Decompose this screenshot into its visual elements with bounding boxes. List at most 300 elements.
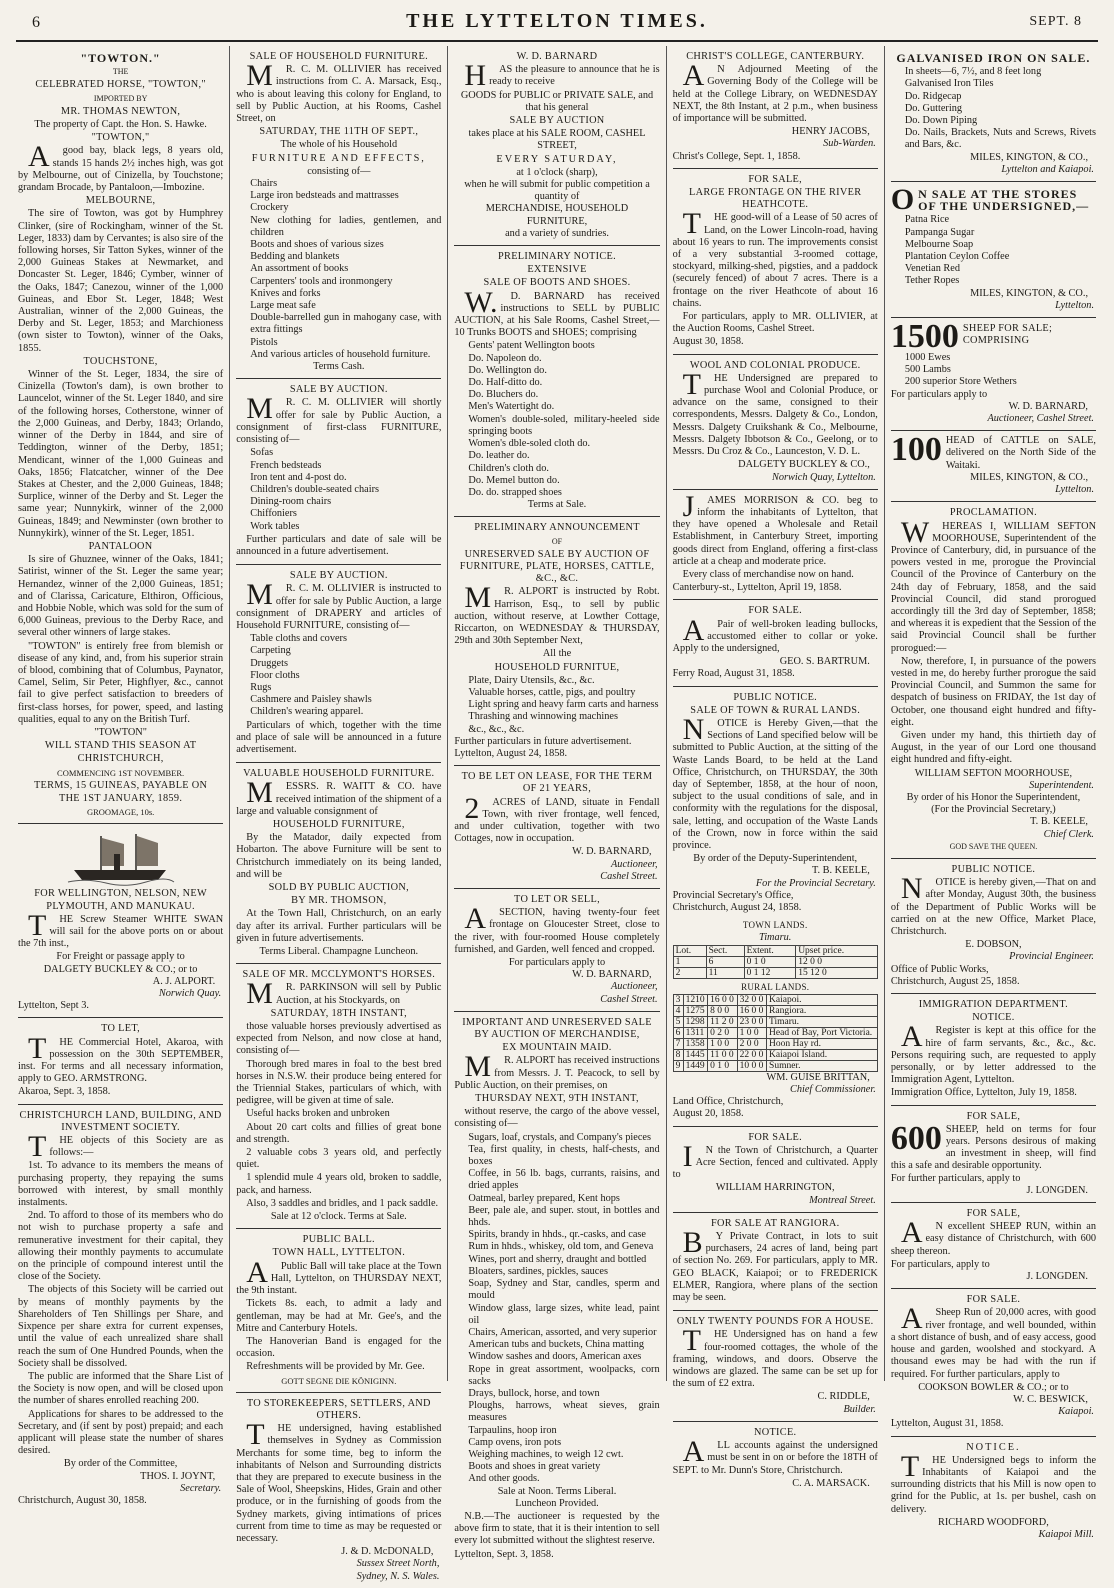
alport-hh: HOUSEHOLD FURNITUE, bbox=[494, 661, 620, 673]
mill-sig2: Kaiapoi Mill. bbox=[1038, 1528, 1095, 1540]
ad-storekeepers bbox=[236, 1393, 441, 1588]
house-text: THE Undersigned has on hand a few four-roomed cottages, the whole of the framing, windows, and doors. Observe the windows are glazed. The same can be set up for the sum of £2 extra. bbox=[672, 1324, 878, 1390]
issue-date: SEPT. 8 bbox=[1029, 14, 1082, 29]
stores-head: ON SALE AT THE STORES OF THE UNDERSIGNED,— bbox=[890, 183, 1090, 217]
ad-boots bbox=[454, 246, 659, 517]
boots-head3: SALE OF BOOTS AND SHOES. bbox=[483, 277, 631, 289]
works-head: PUBLIC NOTICE. bbox=[951, 863, 1036, 875]
sale2-item: Sofas bbox=[250, 447, 274, 459]
wool-text: THE Undersigned are prepared to purchase Wool and Colonial Produce, or advance on the same, consigned to their correspondents, Messrs. Dalgety & Co., London, Messrs. Dalgety Cruikshank & Co., Melbourne, Messrs. Dalgety Ibbotson & Co., Geelong, or to Messrs. Du Croz & Co., Launceston, V. D. L. bbox=[672, 367, 878, 458]
river-text2: For particulars, apply to MR. OLLIVIER, at the Auction Rooms, Cashel Street. bbox=[672, 311, 878, 335]
sale1-whole: The whole of his Household bbox=[280, 139, 398, 151]
rangiora-head: FOR SALE AT RANGIORA. bbox=[710, 1217, 840, 1229]
town-lands-table bbox=[673, 945, 878, 979]
sheep600-text2: For further particulars, apply to bbox=[890, 1172, 1021, 1184]
horses-head: SALE OF MR. MCCLYMONT'S HORSES. bbox=[242, 969, 436, 981]
masthead bbox=[16, 0, 1098, 42]
table-header: Extent. bbox=[744, 945, 796, 956]
maid-date2: Lyttelton, Sept. 3, 1858. bbox=[454, 1548, 554, 1560]
sheep-sig2: Auctioneer, Cashel Street. bbox=[987, 413, 1095, 425]
rural-office: Land Office, Christchurch, bbox=[672, 1096, 784, 1108]
sale2-item: Iron tent and 4-post do. bbox=[250, 471, 347, 483]
table-header: Upset price. bbox=[796, 945, 878, 956]
sell-text: ASECTION, having twenty-four feet frontage on Gloucester Street, close to the river, with four-roomed House completely furnished, and Garden, well fenced and cropped. bbox=[454, 902, 660, 955]
towton-desc: Agood bay, black legs, 8 years old, stands 15 hands 2½ inches high, was got by Melbourne, out of Cinizella, by Touchstone; grandam Brocade, by Pantaloon,—Imbozine. bbox=[18, 140, 224, 194]
sale3-item: Table cloths and covers bbox=[250, 633, 347, 645]
procl-text2: Now, therefore, I, in pursuance of the powers vested in me, do hereby further prorogue the said Provincial Council, and Summon the same for despatch of business on FRIDAY, the 1st day of October, one thousand eight hundred and fifty-eight. bbox=[890, 655, 1097, 728]
sale2-item: Work tables bbox=[250, 520, 300, 532]
run-text: AN excellent SHEEP RUN, within an easy distance of Christchurch, with 600 sheep thereon. bbox=[890, 1216, 1097, 1257]
towton-free: "TOWTON" is entirely free from blemish or disease of any kind, and, from his superior strain of blood, combining that of Columbus, Paynator, Camel, Selim, Sir Peter, Highflyer, &c., cannot fail to give perfect satisfaction to breeders of first-class horses, for power, speed, and lasting qualities, equal to any on the British Turf. bbox=[18, 640, 224, 725]
ship-icon bbox=[66, 830, 176, 886]
maid-sale: Sale at Noon. Terms Liberal. bbox=[497, 1485, 617, 1497]
sale2-head: SALE BY AUCTION. bbox=[289, 384, 388, 396]
barnard-sundries: and a variety of sundries. bbox=[505, 227, 609, 239]
ad-bullocks bbox=[673, 600, 878, 686]
waitt-hh: HOUSEHOLD FURNITURE, bbox=[272, 818, 405, 830]
horses-1: Thorough bred mares in foal to the best bred horses in N.S.W. their produce being entered for the Triennial Stakes, particulars of which, with pedigree, will be given at time of sale. bbox=[236, 1058, 442, 1107]
lands-head: PUBLIC NOTICE. bbox=[733, 691, 818, 703]
procl-god: GOD SAVE THE QUEEN. bbox=[949, 841, 1038, 851]
ad-public-works bbox=[891, 859, 1096, 994]
sheep-head: SHEEP FOR SALE; COMPRISING bbox=[962, 323, 1053, 347]
lease-head: TO BE LET ON LEASE, FOR THE TERM OF 21 YEARS, bbox=[461, 771, 653, 795]
lands-office: Provincial Secretary's Office, bbox=[672, 889, 794, 901]
maid-item: Coffee, in 56 lb. bags, currants, raisins, and dried apples bbox=[468, 1168, 660, 1192]
barnard-goods: MERCHANDISE, HOUSEHOLD FURNITURE, bbox=[485, 203, 629, 227]
boots-text: W.D. BARNARD has received instructions to SELL by PUBLIC AUCTION, at his Sale Rooms, Cashel Street,—10 Trunks BOOTS and SHOES; comprising bbox=[454, 285, 660, 339]
store-sig: J. & D. McDONALD, bbox=[341, 1546, 434, 1558]
maid-item: Rum in hhds., whiskey, old tom, and Geneva bbox=[468, 1241, 654, 1253]
lands-by: By order of the Deputy-Superintendent, bbox=[693, 853, 858, 865]
works-office: Office of Public Works, bbox=[890, 963, 989, 975]
lands-date: Christchurch, August 24, 1858. bbox=[672, 902, 802, 913]
boots-item: Gents' patent Wellington boots bbox=[468, 340, 595, 352]
house-head: ONLY TWENTY POUNDS FOR A HOUSE. bbox=[676, 1316, 874, 1328]
sheep-apply: For particulars apply to bbox=[890, 388, 988, 400]
ad-ball bbox=[236, 1229, 441, 1392]
ad-steamer bbox=[18, 824, 223, 1018]
touchstone-head: TOUCHSTONE, bbox=[83, 355, 158, 367]
store-head: TO STOREKEEPERS, SETTLERS, AND OTHERS. bbox=[246, 1397, 431, 1421]
immig-text: ARegister is kept at this office for the hire of farm servants, &c., &c., &c. Persons requiring such, are requested to apply personally, or by letter addressed to the Immigration Agent, Lyttelton. bbox=[890, 1020, 1097, 1086]
rural-sig2: Chief Commissioner. bbox=[789, 1084, 876, 1096]
lease-sig3: Cashel Street. bbox=[600, 870, 658, 882]
ball-head2: TOWN HALL, LYTTELTON. bbox=[272, 1247, 406, 1259]
boots-item: Do. leather do. bbox=[468, 450, 530, 462]
sale1-item: An assortment of books bbox=[250, 263, 349, 275]
pantaloon-head: PANTALOON bbox=[88, 540, 153, 552]
lease-sig: W. D. BARNARD, bbox=[572, 846, 652, 858]
newspaper-title: THE LYTTELTON TIMES. bbox=[406, 10, 708, 32]
lease-sig2: Auctioneer, bbox=[611, 858, 658, 870]
waitt-text3: At the Town Hall, Christchurch, on an early day after its arrival. Further particulars will be given in future advertisements. bbox=[236, 908, 442, 944]
ad-sale-auction-2 bbox=[236, 565, 441, 763]
melbourne-text: The sire of Towton, was got by Humphrey Clinker, (sire of Rockingham, winner of the St. Leger, 1833) dam by Cervantes; is also sire of the following horses, Sir Tatton Sykes, winner of the 2,000 Guineas Stakes at Newmarket, and Doncaster St. Leger, 1846; Cymber, winner of the Oaks, 1847; Canezou, winner of the 1,000 Guineas, and Ebor St. Leger, 1848; West Australian, winner of the 2,000 Guineas, the Derby and St. Leger, 1853; and Marchioness (own sister to Towton), winner of the Oaks, 1855. bbox=[18, 208, 224, 354]
sell-sig2: Auctioneer, bbox=[611, 981, 658, 993]
waitt-terms: Terms Liberal. Champagne Luncheon. bbox=[259, 946, 419, 958]
sale1-cons: consisting of— bbox=[307, 165, 371, 177]
sale1-item: Boots and shoes of various sizes bbox=[250, 239, 384, 251]
bullocks-date: Ferry Road, August 31, 1858. bbox=[672, 668, 795, 680]
ad-quarter-acre bbox=[673, 1127, 878, 1213]
maid-item: Drays, bullock, horse, and town bbox=[468, 1387, 600, 1399]
ball-text4: Refreshments will be provided by Mr. Gee. bbox=[246, 1361, 425, 1373]
boots-item: Do. Bluchers do. bbox=[468, 389, 539, 401]
towton-terms2: THE 1ST JANUARY, 1859. bbox=[58, 792, 183, 804]
towton-the: THE bbox=[112, 67, 129, 77]
ad-immigration bbox=[891, 994, 1096, 1106]
notice-head: NOTICE. bbox=[753, 1426, 797, 1438]
store-text: THE undersigned, having established themselves in Sydney as Commission Merchants for some time, beg to inform the inhabitants of Nelson and Surrounding districts that they are prepared to execute business in the Sale of Wool, Sheepskins, Hides, Grain and other produce, or in the furnishing of goods from the Sydney markets, giving intimations of prices current from time to time as may be requested or necessary. bbox=[236, 1418, 442, 1544]
waitt-text2: By the Matador, daily expected from Hobarton. The above Furniture will be sent to Christchurch immediately on its being landed, and will be bbox=[236, 832, 442, 880]
ad-mountain-maid bbox=[454, 1012, 659, 1566]
maid-item: American tubs and buckets, China matting bbox=[468, 1339, 644, 1351]
alport-item: Light spring and heavy farm carts and harness bbox=[468, 699, 659, 711]
sell-head: TO LET OR SELL, bbox=[514, 894, 600, 905]
sale1-date: SATURDAY, THE 11TH OF SEPT., bbox=[259, 126, 419, 138]
maid-head2: EX MOUNTAIN MAID. bbox=[502, 1042, 612, 1054]
run20-text: ASheep Run of 20,000 acres, with good river frontage, and well bounded, within a short distance of bush, and of easy access, good house and garden, woolshed and stockyard. A thousand ewes may be had with the run if required. For further particulars, apply to bbox=[890, 1302, 1097, 1380]
run20-head: FOR SALE. bbox=[966, 1294, 1021, 1306]
sale2-item: Dining-room chairs bbox=[250, 496, 332, 508]
barnard-text4: when he will submit for public competition a quantity of bbox=[464, 179, 650, 203]
stores-item: Tether Ropes bbox=[904, 275, 960, 287]
stores-item: Patna Rice bbox=[904, 214, 950, 226]
sale1-item: Large iron bedsteads and mattrasses bbox=[250, 190, 399, 202]
sale1-item: Chairs bbox=[250, 178, 278, 190]
procl-sig2: Superintendent. bbox=[1029, 779, 1095, 791]
house-sig: C. RIDDLE, bbox=[817, 1391, 870, 1403]
towton-terms: TERMS, 15 GUINEAS, PAYABLE ON bbox=[33, 779, 208, 791]
maid-lunch: Luncheon Provided. bbox=[515, 1497, 599, 1509]
society-2: 2nd. To afford to those of its members who do not wish to purchase property a safe and remunerative investment for their capital, they allowing their monthly payments to accumulate on the principle of compound interest until the close of the Society. bbox=[18, 1210, 224, 1283]
lease-text: 2ACRES of LAND, situate in Fendall Town, with river frontage, well fenced, and under cultivation, together with two Cottages, now in occupation. bbox=[454, 791, 660, 845]
ad-tolet-akaroa bbox=[18, 1018, 223, 1104]
waitt-by: BY MR. THOMSON, bbox=[291, 895, 387, 907]
ad-stores bbox=[891, 182, 1096, 318]
ad-sale-auction-1 bbox=[236, 379, 441, 565]
ad-towton bbox=[18, 46, 223, 824]
alport-all: All the bbox=[542, 648, 572, 660]
stores-item: Melbourne Soap bbox=[904, 238, 974, 250]
run20-date: Lyttelton, August 31, 1858. bbox=[890, 1418, 1004, 1430]
sale3-item: Druggets bbox=[250, 657, 288, 669]
ad-waitt bbox=[236, 763, 441, 964]
rangiora-text: BY Private Contract, in lots to suit purchasers, 24 acres of land, being part of section No. 269. For particulars, apply to MR. GEO BLACK, Kaiapoi; or to FREDERICK ELMER, Rangiora, where plans of the section may be seen. bbox=[672, 1226, 878, 1304]
barnard-text3: takes place at his SALE ROOM, CASHEL STREET, bbox=[468, 128, 646, 152]
towton-title: "TOWTON." bbox=[80, 51, 161, 65]
mill-sig: RICHARD WOODFORD, bbox=[938, 1516, 1049, 1528]
quarter-text: IN the Town of Christchurch, a Quarter Acre Section, fenced and cultivated. Apply to bbox=[672, 1139, 878, 1181]
boots-head2: EXTENSIVE bbox=[527, 264, 587, 276]
run-sig: J. LONGDEN. bbox=[1026, 1271, 1089, 1283]
maid-item: Window glass, large sizes, white lead, paint oil bbox=[468, 1302, 660, 1326]
ad-600-sheep bbox=[891, 1106, 1096, 1203]
towton-groom: GROOMAGE, 10s. bbox=[86, 807, 155, 818]
tolet-head: TO LET, bbox=[101, 1023, 141, 1035]
society-sec: THOS. I. JOYNT, bbox=[140, 1470, 216, 1482]
ad-house bbox=[673, 1311, 878, 1422]
run-text2: For particulars, apply to bbox=[890, 1258, 990, 1270]
college-text: AN Adjourned Meeting of the Governing Body of the College will be held at the College Library, on WEDNESDAY NEXT, the 8th Instant, at 2 p.m., when business of importance will be submitted. bbox=[672, 59, 878, 125]
wool-sig: DALGETY BUCKLEY & CO., bbox=[738, 459, 870, 471]
sale3-head: SALE BY AUCTION. bbox=[289, 570, 388, 582]
horses-date: SATURDAY, 18TH INSTANT, bbox=[270, 1007, 407, 1019]
maid-item: Window sashes and doors, American axes bbox=[468, 1351, 642, 1363]
boots-item: Women's double-soled, military-heeled side springing boots bbox=[468, 413, 660, 437]
college-head: CHRIST'S COLLEGE, CANTERBURY. bbox=[686, 51, 865, 62]
morrison-text2: Every class of merchandise now on hand. bbox=[682, 568, 854, 580]
ad-galvanised-iron bbox=[891, 46, 1096, 182]
cattle-sig: MILES, KINGTON, & CO., bbox=[970, 471, 1089, 483]
college-date: Christ's College, Sept. 1, 1858. bbox=[672, 150, 801, 162]
ad-notice-marsack bbox=[673, 1422, 878, 1495]
college-sig2: Sub-Warden. bbox=[823, 138, 876, 150]
ship-agent: DALGETY BUCKLEY & CO.; or to bbox=[43, 963, 198, 975]
boots-item: Children's cloth do. bbox=[468, 462, 549, 474]
maid-item: Wines, port and sherry, draught and bottled bbox=[468, 1253, 647, 1265]
sale1-item: Pistols bbox=[250, 336, 278, 348]
works-date: Christchurch, August 25, 1858. bbox=[890, 975, 1020, 987]
ad-wool bbox=[673, 355, 878, 490]
river-text: THE good-will of a Lease of 50 acres of Land, on the Lower Lincoln-road, having about 16 years to run. The improvements consist of a very substantial 3-roomed cottage, stockyard, milking-shed, pigsties, and a paddock (securely fenced) of about 7 acres. There is a frontage on the river Heathcote of about 16 chains. bbox=[672, 207, 878, 309]
towton-imported: IMPORTED BY bbox=[93, 93, 148, 103]
column-4 bbox=[667, 46, 885, 1489]
towton-stand4: COMMENCING 1ST NOVEMBER. bbox=[57, 767, 185, 778]
stores-item: Venetian Red bbox=[904, 263, 960, 275]
maid-item: Ploughs, harrows, wheat sieves, grain measures bbox=[468, 1400, 660, 1424]
sale3-item: Carpeting bbox=[250, 645, 291, 657]
immig-head: IMMIGRATION DEPARTMENT. bbox=[918, 999, 1069, 1011]
barnard-at: at 1 o'clock (sharp), bbox=[516, 166, 598, 178]
tolet-date: Akaroa, Sept. 3, 1858. bbox=[18, 1086, 111, 1098]
maid-item: Spirits, brandy in hhds., qr.-casks, and case bbox=[468, 1229, 646, 1241]
maid-item: Rope in great assortment, woolpacks, corn sacks bbox=[468, 1363, 660, 1387]
run-head: FOR SALE, bbox=[966, 1208, 1021, 1220]
maid-item: Camp ovens, iron pots bbox=[468, 1436, 562, 1448]
tolet-text: THE Commercial Hotel, Akaroa, with possession on the 30th SEPTEMBER, inst. For terms and all necessary information, apply to GEO. ARMSTRONG. bbox=[18, 1031, 224, 1085]
society-intro: THE objects of this Society are as follows:— bbox=[28, 1130, 224, 1164]
rural-head: RURAL LANDS. bbox=[741, 981, 810, 992]
waitt-text: MESSRS. R. WAITT & CO. have received intimation of the shipment of a large and valuable consignment of bbox=[236, 776, 442, 817]
ad-1500-sheep bbox=[891, 318, 1096, 431]
towton-owner: The property of Capt. the Hon. S. Hawke. bbox=[34, 119, 207, 131]
society-1: 1st. To advance to its members the means of purchasing property, they repaying the sums borrowed with interest, by small monthly instalments. bbox=[18, 1160, 224, 1209]
sheep-sig: W. D. BARNARD, bbox=[1008, 400, 1089, 412]
maid-item: Soap, Sydney and Star, candles, sperm and mould bbox=[468, 1278, 660, 1302]
barnard-text2: GOODS for PUBLIC or PRIVATE SALE, and that his general bbox=[460, 89, 654, 113]
society-date: Christchurch, August 30, 1858. bbox=[18, 1494, 147, 1506]
society-head: CHRISTCHURCH LAND, BUILDING, AND INVESTMENT SOCIETY. bbox=[19, 1109, 222, 1133]
notice-sig: C. A. MARSACK. bbox=[792, 1477, 870, 1489]
sale1-head: SALE OF HOUSEHOLD FURNITURE. bbox=[249, 51, 428, 62]
sale2-item: Chiffoniers bbox=[250, 508, 297, 520]
ball-motto: GOTT SEGNE DIE KÖNIGINN. bbox=[281, 1375, 397, 1386]
sell-text2: For particulars apply to bbox=[508, 957, 606, 969]
ad-sheep-run bbox=[891, 1203, 1096, 1289]
ship-head: FOR WELLINGTON, NELSON, NEW PLYMOUTH, AND MANUKAU. bbox=[34, 888, 207, 912]
sell-sig3: Cashel Street. bbox=[600, 993, 658, 1005]
page-number: 6 bbox=[32, 14, 40, 31]
river-date: August 30, 1858. bbox=[672, 336, 744, 348]
rural-lands-table bbox=[673, 994, 878, 1072]
column-5 bbox=[885, 46, 1102, 1540]
boots-item: Women's dble-soled cloth do. bbox=[468, 438, 591, 450]
ad-barnard bbox=[454, 46, 659, 246]
alport-item: &c., &c., &c. bbox=[468, 723, 525, 735]
sale2-item: French bedsteads bbox=[250, 459, 322, 471]
table-header: Sect. bbox=[706, 945, 744, 956]
sale3-item: Rugs bbox=[250, 681, 272, 693]
stores-sig: MILES, KINGTON, & CO., bbox=[970, 287, 1089, 299]
towton-stand1: "TOWTON" bbox=[94, 726, 147, 738]
boots-item: Do. Wellington do. bbox=[468, 364, 547, 376]
boots-item: Do. Half-ditto do. bbox=[468, 377, 543, 389]
horses-7: Sale at 12 o'clock. Terms at Sale. bbox=[270, 1211, 407, 1223]
maid-item: Bloaters, sardines, pickles, sauces bbox=[468, 1265, 608, 1277]
sheep600-sig: J. LONGDEN. bbox=[1026, 1184, 1089, 1196]
procl-for: (For the Provincial Secretary,) bbox=[931, 804, 1056, 816]
ad-sheep-run-20000 bbox=[891, 1289, 1096, 1436]
sale1-terms: Terms Cash. bbox=[313, 361, 365, 373]
iron-sig: MILES, KINGTON, & CO., bbox=[970, 151, 1089, 163]
morrison-text: JAMES MORRISON & CO. beg to inform the inhabitants of Lyttelton, that they have opened a Wholesale and Retail Establishment, in Canterbury Street, importing goods direct from England, offering a first-class article at a cheap and moderate price. bbox=[672, 489, 878, 567]
bullocks-head: FOR SALE. bbox=[748, 605, 803, 617]
iron-item: Do. Guttering bbox=[904, 102, 963, 114]
sheep600-text: SHEEP, held on terms for four years. Persons desirous of making an investment in sheep, will find this a safe and desirable opportunity. bbox=[890, 1123, 1097, 1172]
table-row: 4 1275 8 0 0 16 0 0 Rangiora. bbox=[673, 1005, 877, 1016]
maid-text: MR. ALPORT has received instructions from Messrs. J. T. Peacock, to sell by Public Auction, on their premises, on bbox=[454, 1050, 660, 1091]
sheep-item: 500 Lambs bbox=[904, 364, 951, 376]
horses-4: 2 valuable cobs 3 years old, and perfectly quiet. bbox=[236, 1147, 442, 1171]
towton-importer: MR. THOMAS NEWTON, bbox=[60, 105, 181, 117]
alport-date: Lyttelton, August 24, 1858. bbox=[454, 747, 568, 759]
notice-text: ALL accounts against the undersigned must be sent in on or before the 18TH of SEPT. to Mr. Dunn's Store, Christchurch. bbox=[672, 1435, 878, 1476]
ship-agent3: Norwich Quay. bbox=[158, 988, 222, 1000]
ship-date: Lyttelton, Sept 3. bbox=[18, 1000, 89, 1012]
horses-text: MR. PARKINSON will sell by Public Auction, at his Stockyards, on bbox=[246, 977, 442, 1011]
sheep-item: 200 superior Store Wethers bbox=[904, 376, 1017, 388]
table-row: 8 1445 11 0 0 22 0 0 Kaiapoi Island. bbox=[673, 1049, 877, 1060]
ad-alport-prelim bbox=[454, 517, 659, 766]
maid-item: Oatmeal, barley prepared, Kent hops bbox=[468, 1192, 620, 1204]
works-sig: E. DOBSON, bbox=[965, 939, 1022, 951]
waitt-sold: SOLD BY PUBLIC AUCTION, bbox=[268, 882, 409, 893]
barnard-head: W. D. BARNARD bbox=[516, 51, 598, 62]
melbourne-head: MELBOURNE, bbox=[85, 195, 156, 207]
table-row: 1 6 0 1 0 12 0 0 bbox=[673, 956, 877, 967]
sheep600-number: 600 bbox=[890, 1119, 942, 1157]
table-row: 5 1298 11 2 0 23 0 0 Timaru. bbox=[673, 1016, 877, 1027]
maid-item: Tarpaulins, hoop iron bbox=[468, 1424, 557, 1436]
quarter-sig2: Montreal Street. bbox=[809, 1194, 876, 1206]
society-sec2: Secretary. bbox=[180, 1482, 222, 1494]
horses-5: 1 splendid mule 4 years old, broken to saddle, pack, and harness. bbox=[236, 1172, 442, 1196]
procl-head: PROCLAMATION. bbox=[949, 507, 1037, 519]
table-row: 7 1358 1 0 0 2 0 0 Hoon Hay rd. bbox=[673, 1038, 877, 1049]
ad-lease bbox=[454, 766, 659, 889]
lands-head2: SALE OF TOWN & RURAL LANDS. bbox=[690, 704, 861, 716]
maid-item: And other goods. bbox=[468, 1473, 540, 1485]
procl-text3: Given under my hand, this thirtieth day of August, in the year of our Lord one thousand eight hundred and fifty-eight. bbox=[890, 729, 1097, 766]
horses-text2: those valuable horses previously advertised as expected from Nelson, and now close at hand, consisting of— bbox=[236, 1021, 442, 1057]
sale1-item: Double-barrelled gun in mahogany case, with extra fittings bbox=[250, 312, 442, 336]
stores-item: Plantation Ceylon Coffee bbox=[904, 251, 1010, 263]
boots-item: Do. Napoleon do. bbox=[468, 352, 542, 364]
procl-by: By order of his Honor the Superintendent, bbox=[906, 791, 1081, 803]
column-3 bbox=[448, 46, 666, 1560]
ad-rangiora bbox=[673, 1213, 878, 1311]
sheep600-head: FOR SALE, bbox=[966, 1110, 1021, 1122]
ad-mill bbox=[891, 1437, 1096, 1547]
sell-sig: W. D. BARNARD, bbox=[572, 969, 652, 981]
ad-sale-furniture bbox=[236, 46, 441, 379]
procl-text: WHEREAS I, WILLIAM SEFTON MOORHOUSE, Superintendent of the Province of Canterbury, did, in pursuance of the powers vested in me, prorogue the Provincial Council of the Province of Canterbury on the 24th day of February, 1858, and the said Provincial Council, did stand prorogued accordingly till the 3rd day of September, 1858; and whereas it is expedient that the Session of the said Provincial Council shall be further prorogued:— bbox=[890, 515, 1097, 654]
column-2 bbox=[230, 46, 448, 1582]
society-by: By order of the Committee, bbox=[63, 1458, 178, 1470]
table-row: 9 1449 0 1 0 10 0 0 Sumner. bbox=[673, 1060, 877, 1071]
touchstone-text: Winner of the St. Leger, 1834, the sire of Cinizella (Towton's dam), is own brother to Launcelot, winner of the St. Leger 1840, and sire of the following horses, Cotherstone, winner of the 2,000 Guineas, and Derby, 1843; Orlando, winner of the Derby in 1844, and sire of Teddington, winner of the Derby, 1851; Mendicant, winner of the 1,000 Guineas and Oaks, 1856; Flatcatcher, winner of the Dee Stakes at Chester, and the 2,000 Guineas, 1848; Surplice, winner of the Derby and St. Leger the same year; Nunnykirk, winner of the 2,000 Guineas, 1849; and Newminster (own brother to Nunnykirk), winner of the St. Leger, 1851. bbox=[18, 369, 224, 539]
maid-item: Beer, pale ale, and super. stout, in bottles and hhds. bbox=[468, 1204, 660, 1229]
immig-head2: NOTICE. bbox=[972, 1012, 1015, 1024]
lands-text: NOTICE is Hereby Given,—that the Sections of Land specified below will be submitted to Public Auction, at the sitting of the Waste Lands Board, to be held at the Land Office, Christchurch, on THURSDAY, the 30th day of September, 1858, at the hour of noon, subject to the usual conditions of sale, and in conformity with the regulations for the disposal, sale, letting, and occupation of the Waste Lands of the Crown, now in force within the said province. bbox=[672, 712, 878, 851]
alport-item: Plate, Dairy Utensils, &c., &c. bbox=[468, 674, 595, 686]
ship-text2: For Freight or passage apply to bbox=[56, 951, 185, 963]
sale1-item: Large meat safe bbox=[250, 300, 316, 312]
rural-sig: WM. GUISE BRITTAN, bbox=[766, 1071, 870, 1083]
procl-sig: WILLIAM SEFTON MOORHOUSE, bbox=[914, 767, 1073, 779]
iron-item: Galvanised Iron Tiles bbox=[904, 78, 994, 90]
wool-sig2: Norwich Quay, Lyttelton. bbox=[772, 471, 876, 483]
iron-sig2: Lyttelton and Kaiapoi. bbox=[1001, 163, 1095, 175]
iron-item: Do. Ridgecap bbox=[904, 90, 962, 102]
town-head: TOWN LANDS. bbox=[742, 920, 808, 931]
bullocks-sig: GEO. S. BARTRUM. bbox=[779, 656, 870, 668]
town-place: Timaru. bbox=[759, 932, 792, 944]
college-sig: HENRY JACOBS, bbox=[791, 126, 870, 138]
society-3: The objects of this Society will be carried out by means of monthly payments by the Shareholders of Ten Shillings per Share, and Sixpence per share extra for current expenses, until the value of each unrealized share shall reach the sum of One Hundred Pounds, when the Society shall be dissolved. bbox=[18, 1284, 224, 1369]
morrison-date: Canterbury-st., Lyttelton, April 19, 1858. bbox=[672, 582, 842, 594]
store-sig3: Sydney, N. S. Wales. bbox=[356, 1570, 440, 1582]
ad-proclamation bbox=[891, 502, 1096, 859]
sale2-further: Further particulars and date of sale will be announced in a future advertisement. bbox=[236, 533, 442, 557]
society-4: The public are informed that the Share List of the Society is now open, and will be closed upon the number of shares enrolled reaching 200. bbox=[18, 1370, 224, 1407]
maid-item: Tea, first quality, in chests, half-chests, and boxes bbox=[468, 1143, 660, 1168]
sale1-item: Carpenters' tools and ironmongery bbox=[250, 275, 393, 287]
run20-sig3: Kaiapoi. bbox=[1058, 1406, 1095, 1418]
towton-head2: "TOWTON," bbox=[91, 132, 150, 144]
maid-head: IMPORTANT AND UNRESERVED SALE BY AUCTION OF MERCHANDISE, bbox=[462, 1016, 652, 1041]
sale3-item: Floor cloths bbox=[250, 669, 300, 681]
table-row: 3 1210 16 0 0 32 0 0 Kaiapoi. bbox=[673, 994, 877, 1005]
towton-stand3: CHRISTCHURCH, bbox=[77, 753, 164, 765]
sale2-text: MR. C. M. OLLIVIER will shortly offer for sale by Public Auction, a consignment of first-class FURNITURE, consisting of— bbox=[236, 392, 442, 446]
immig-date: Immigration Office, Lyttelton, July 19, 1858. bbox=[890, 1087, 1077, 1099]
towton-stand2: WILL STAND THIS SEASON AT bbox=[44, 740, 197, 752]
maid-item: Chairs, American, assorted, and very superior bbox=[468, 1326, 657, 1338]
ad-let-or-sell bbox=[454, 889, 659, 1012]
ad-horses bbox=[236, 964, 441, 1229]
alport-of: OF bbox=[551, 536, 563, 546]
boots-item: Men's Watertight do. bbox=[468, 401, 555, 413]
ball-text3: The Hanoverian Band is engaged for the occasion. bbox=[236, 1335, 442, 1360]
sale1-furn: FURNITURE AND EFFECTS, bbox=[251, 152, 426, 164]
iron-item: Do. Nails, Brackets, Nuts and Screws, Rivets and Bars, &c. bbox=[904, 127, 1097, 151]
maid-item: Weighing machines, to weigh 12 cwt. bbox=[468, 1448, 624, 1460]
river-head2: LARGE FRONTAGE ON THE RIVER HEATHCOTE. bbox=[689, 187, 862, 211]
mill-text: THE Undersigned begs to inform the Inhabitants of Kaiapoi and the surrounding districts that his Mill is now open to grind for the Public, at 1s. per bushel, cash on delivery. bbox=[890, 1449, 1097, 1515]
